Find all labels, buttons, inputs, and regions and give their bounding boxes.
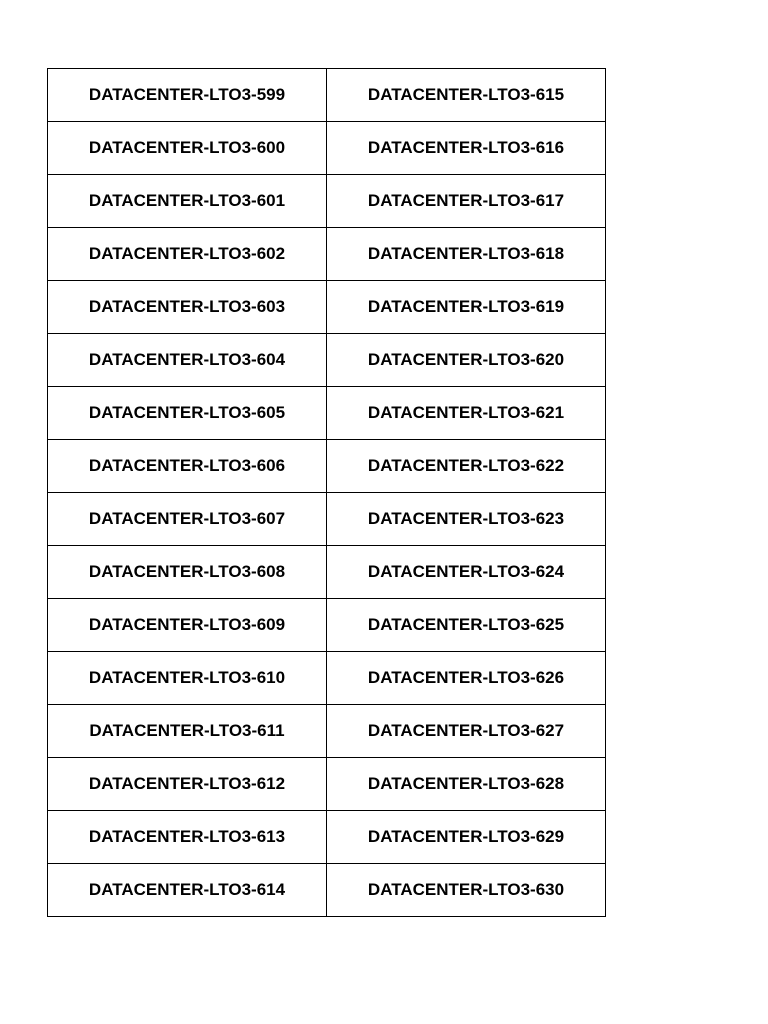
label-cell: DATACENTER-LTO3-616 (327, 122, 606, 175)
label-cell: DATACENTER-LTO3-618 (327, 228, 606, 281)
label-cell: DATACENTER-LTO3-605 (48, 387, 327, 440)
table-row (48, 864, 606, 917)
label-cell: DATACENTER-LTO3-600 (48, 122, 327, 175)
table-row (48, 652, 606, 705)
label-cell: DATACENTER-LTO3-621 (327, 387, 606, 440)
label-cell: DATACENTER-LTO3-624 (327, 546, 606, 599)
label-cell: DATACENTER-LTO3-613 (48, 811, 327, 864)
table-row (48, 228, 606, 281)
label-cell: DATACENTER-LTO3-623 (327, 493, 606, 546)
label-cell: DATACENTER-LTO3-601 (48, 175, 327, 228)
table-row (48, 281, 606, 334)
label-cell: DATACENTER-LTO3-627 (327, 705, 606, 758)
label-cell: DATACENTER-LTO3-630 (327, 864, 606, 917)
label-cell: DATACENTER-LTO3-612 (48, 758, 327, 811)
label-cell: DATACENTER-LTO3-622 (327, 440, 606, 493)
label-cell: DATACENTER-LTO3-603 (48, 281, 327, 334)
label-cell: DATACENTER-LTO3-606 (48, 440, 327, 493)
label-cell: DATACENTER-LTO3-619 (327, 281, 606, 334)
label-cell: DATACENTER-LTO3-609 (48, 599, 327, 652)
table-row (48, 546, 606, 599)
table-row (48, 334, 606, 387)
label-cell: DATACENTER-LTO3-615 (327, 69, 606, 122)
label-cell: DATACENTER-LTO3-602 (48, 228, 327, 281)
table-row (48, 705, 606, 758)
label-table (47, 68, 606, 917)
table-row (48, 122, 606, 175)
label-cell: DATACENTER-LTO3-617 (327, 175, 606, 228)
label-cell: DATACENTER-LTO3-604 (48, 334, 327, 387)
table-row (48, 69, 606, 122)
table-row (48, 440, 606, 493)
label-cell: DATACENTER-LTO3-628 (327, 758, 606, 811)
table-row (48, 387, 606, 440)
label-cell: DATACENTER-LTO3-607 (48, 493, 327, 546)
label-cell: DATACENTER-LTO3-625 (327, 599, 606, 652)
label-cell: DATACENTER-LTO3-614 (48, 864, 327, 917)
table-row (48, 758, 606, 811)
label-cell: DATACENTER-LTO3-620 (327, 334, 606, 387)
label-cell: DATACENTER-LTO3-599 (48, 69, 327, 122)
label-table-body (48, 69, 606, 917)
label-cell: DATACENTER-LTO3-610 (48, 652, 327, 705)
label-cell: DATACENTER-LTO3-611 (48, 705, 327, 758)
label-cell: DATACENTER-LTO3-608 (48, 546, 327, 599)
label-cell: DATACENTER-LTO3-626 (327, 652, 606, 705)
table-row (48, 493, 606, 546)
table-row (48, 175, 606, 228)
table-row (48, 599, 606, 652)
table-row (48, 811, 606, 864)
label-cell: DATACENTER-LTO3-629 (327, 811, 606, 864)
